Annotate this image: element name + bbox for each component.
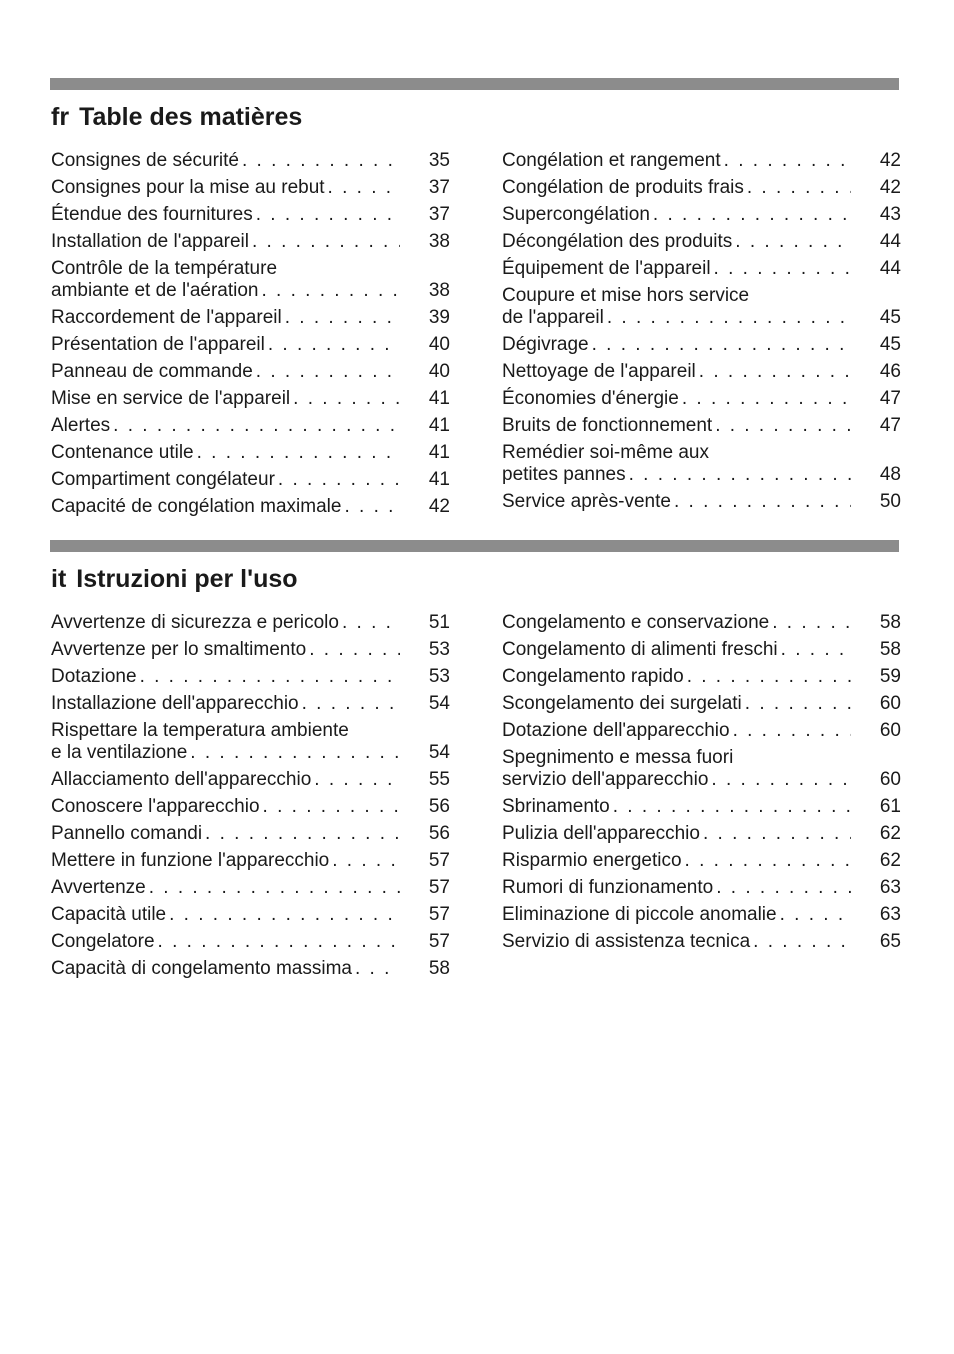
toc-entry[interactable] [51,177,450,199]
toc-entry[interactable] [502,491,901,513]
toc-entry-title: Pulizia dell'apparecchio [502,823,700,844]
page-number: 60 [879,769,901,790]
toc-entry-title: Congelamento e conservazione [502,612,770,633]
toc-entry-row [502,612,901,634]
dot-leader [205,823,400,845]
toc-entry-row [51,334,450,356]
page-number: 60 [879,693,901,714]
toc-entry[interactable] [502,285,901,329]
toc-entry-row [502,361,901,383]
toc-entry-row [502,877,901,899]
toc-entry-row [502,693,901,715]
dot-leader [285,307,400,329]
toc-entry-title: Sbrinamento [502,796,610,817]
dot-leader [735,231,851,253]
page-number: 37 [428,204,450,225]
toc-entry-row [502,307,901,329]
language-code: it [51,565,67,593]
toc-entry-row [51,280,450,302]
dot-leader [149,877,400,899]
toc-entry[interactable] [502,361,901,383]
toc-column-right [502,612,901,958]
toc-entry-title: Raccordement de l'appareil [51,307,282,328]
toc-entry-row [51,666,450,688]
toc-entry-row [502,666,901,688]
toc-entry-row [51,388,450,410]
toc-entry[interactable] [502,720,901,742]
toc-entry[interactable] [51,361,450,383]
toc-entry-row [502,639,901,661]
toc-entry[interactable] [502,877,901,899]
page-number: 51 [428,612,450,633]
page-number: 37 [428,177,450,198]
toc-entry-row [51,639,450,661]
toc-entry[interactable] [51,307,450,329]
page-number: 48 [879,464,901,485]
toc-column-right [502,150,901,518]
page-number: 43 [879,204,901,225]
dot-leader [699,361,851,383]
page-number: 38 [428,231,450,252]
section-divider-bar [50,540,899,552]
page-number: 44 [879,258,901,279]
dot-leader [780,904,851,926]
toc-entry[interactable] [51,388,450,410]
toc-entry-row [51,415,450,437]
toc-entry-row [502,931,901,953]
toc-entry-title: Contenance utile [51,442,194,463]
toc-entry[interactable] [502,639,901,661]
toc-entry[interactable] [51,150,450,172]
dot-leader [715,415,851,437]
toc-entry-row [51,958,450,980]
toc-entry-row [502,415,901,437]
page-number: 63 [879,904,901,925]
toc-entry-row [51,931,450,953]
dot-leader [256,361,400,383]
toc-entry-title: Servizio di assistenza tecnica [502,931,751,952]
toc-entry-row [51,796,450,818]
dot-leader [747,177,851,199]
page-number: 57 [428,904,450,925]
page-number: 38 [428,280,450,301]
toc-entry-row [51,612,450,634]
toc-entry[interactable] [51,904,450,926]
toc-entry-title: de l'appareil [502,307,604,328]
dot-leader [342,612,400,634]
toc-entry-title: Supercongélation [502,204,650,225]
page-number: 45 [879,307,901,328]
toc-entry[interactable] [51,958,450,980]
page-number: 42 [879,177,901,198]
dot-leader [711,769,851,791]
toc-entry-row [51,904,450,926]
dot-leader [278,469,400,491]
page-number: 59 [879,666,901,687]
dot-leader [781,639,851,661]
toc-entry[interactable] [51,850,450,872]
toc-entry-title: Risparmio energetico [502,850,682,871]
toc-entry-title: Pannello comandi [51,823,203,844]
page-number: 58 [879,612,901,633]
dot-leader [745,693,851,715]
dot-leader [242,150,400,172]
toc-entry-title: Compartiment congélateur [51,469,275,490]
page-number: 61 [879,796,901,817]
toc-entry-title: Congélation et rangement [502,150,721,171]
toc-entry[interactable] [51,258,450,302]
page-number: 60 [879,720,901,741]
toc-entry-row [502,231,901,253]
toc-entry-title: Service après-vente [502,491,671,512]
toc-entry[interactable] [502,823,901,845]
toc-entry-row [51,496,450,518]
toc-entry[interactable] [51,931,450,953]
toc-entry-row [51,877,450,899]
dot-leader [263,796,400,818]
page-number: 62 [879,823,901,844]
dot-leader [293,388,400,410]
dot-leader [302,693,400,715]
toc-entry-row [502,904,901,926]
dot-leader [113,415,400,437]
toc-entry-title: Rumori di funzionamento [502,877,714,898]
toc-entry[interactable] [51,469,450,491]
toc-entry[interactable] [502,666,901,688]
dot-leader [607,307,851,329]
toc-entry[interactable] [51,693,450,715]
page-number: 41 [428,388,450,409]
section-title-text: Istruzioni per l'uso [76,565,298,593]
toc-entry[interactable] [51,796,450,818]
toc-entry[interactable] [502,904,901,926]
toc-entry[interactable] [51,720,450,764]
toc-entry-row [51,742,450,764]
toc-entry-title: Alertes [51,415,111,436]
toc-entry[interactable] [51,231,450,253]
dot-leader [355,958,400,980]
toc-entry-row [502,823,901,845]
toc-entry-title: Équipement de l'appareil [502,258,711,279]
dot-leader [344,496,400,518]
toc-entry-row [51,177,450,199]
dot-leader [682,388,851,410]
toc-entry-row [51,150,450,172]
page-number: 45 [879,334,901,355]
page-number: 58 [428,958,450,979]
toc-entry-title: Consignes pour la mise au rebut [51,177,325,198]
toc-entry-title: Scongelamento dei surgelati [502,693,742,714]
toc-entry[interactable] [502,442,901,486]
dot-leader [653,204,851,226]
toc-entry[interactable] [51,415,450,437]
toc-entry-title: Décongélation des produits [502,231,733,252]
toc-column-left [51,612,450,985]
page-number: 57 [428,931,450,952]
section-title [51,102,302,132]
toc-entry-title: ambiante et de l'aération [51,280,259,301]
toc-entry-title: Allacciamento dell'apparecchio [51,769,312,790]
page-number: 57 [428,877,450,898]
toc-entry-title: Dégivrage [502,334,589,355]
toc-entry-title: Économies d'énergie [502,388,679,409]
toc-entry[interactable] [502,693,901,715]
toc-entry-title-line1: Coupure et mise hors service [502,285,750,306]
page-number: 44 [879,231,901,252]
toc-entry[interactable] [502,258,901,280]
toc-entry-title-line1: Contrôle de la température [51,258,278,279]
toc-entry[interactable] [51,877,450,899]
toc-entry[interactable] [502,931,901,953]
toc-entry[interactable] [502,204,901,226]
toc-entry-title: Capacité de congélation maximale [51,496,342,517]
toc-entry-row [502,769,901,791]
toc-entry[interactable] [51,823,450,845]
dot-leader [687,666,851,688]
section-title-text: Table des matières [79,103,303,131]
toc-entry[interactable] [51,639,450,661]
page-number: 55 [428,769,450,790]
toc-entry-row [502,850,901,872]
toc-entry-row [502,796,901,818]
dot-leader [190,742,400,764]
toc-entry[interactable] [502,150,901,172]
page-number: 58 [879,639,901,660]
toc-entry-row [502,177,901,199]
page-number: 47 [879,415,901,436]
toc-entry-row [51,469,450,491]
toc-entry[interactable] [502,177,901,199]
section-divider-bar [50,78,899,90]
dot-leader [332,850,400,872]
page-number: 65 [879,931,901,952]
dot-leader [703,823,851,845]
toc-entry-title: Panneau de commande [51,361,253,382]
toc-entry-title: Présentation de l'appareil [51,334,265,355]
dot-leader [140,666,400,688]
page-number: 47 [879,388,901,409]
dot-leader [724,150,851,172]
page-number: 56 [428,823,450,844]
page-number: 40 [428,361,450,382]
toc-entry[interactable] [51,334,450,356]
toc-entry-row [502,150,901,172]
toc-entry[interactable] [502,747,901,791]
toc-entry[interactable] [502,415,901,437]
page-number: 50 [879,491,901,512]
toc-entry-row [51,231,450,253]
toc-entry-title: Nettoyage de l'appareil [502,361,696,382]
page-number: 35 [428,150,450,171]
toc-entry-row [51,823,450,845]
page-number: 62 [879,850,901,871]
section-title [51,564,298,594]
dot-leader [674,491,851,513]
toc-entry-title: Capacità utile [51,904,167,925]
dot-leader [158,931,400,953]
page-number: 57 [428,850,450,871]
toc-entry-title: Mise en service de l'appareil [51,388,291,409]
dot-leader [753,931,851,953]
page-number: 53 [428,639,450,660]
toc-entry-title-line1: Rispettare la temperatura ambiente [51,720,349,741]
page-number: 39 [428,307,450,328]
page-number: 41 [428,469,450,490]
page-number: 41 [428,415,450,436]
toc-entry-row [51,307,450,329]
toc-entry-row [502,258,901,280]
toc-entry-title: Conoscere l'apparecchio [51,796,260,817]
toc-entry[interactable] [51,769,450,791]
toc-entry[interactable] [51,612,450,634]
toc-entry-title: Bruits de fonctionnement [502,415,713,436]
page-number: 54 [428,693,450,714]
toc-entry-title: Avvertenze [51,877,146,898]
toc-entry-row [51,361,450,383]
language-code: fr [51,103,70,131]
page-number: 41 [428,442,450,463]
dot-leader [268,334,400,356]
toc-entry-title: Capacità di congelamento massima [51,958,352,979]
toc-entry-row [51,769,450,791]
dot-leader [197,442,400,464]
dot-leader [314,769,400,791]
page-number: 63 [879,877,901,898]
toc-entry-title: Eliminazione di piccole anomalie [502,904,777,925]
page-number: 42 [428,496,450,517]
toc-entry-title-line1: Remédier soi-même aux [502,442,709,463]
toc-entry-row [502,204,901,226]
toc-entry-title: Dotazione dell'apparecchio [502,720,730,741]
dot-leader [613,796,851,818]
toc-entry[interactable] [502,850,901,872]
toc-entry-title: Installazione dell'apparecchio [51,693,299,714]
toc-entry-row [51,204,450,226]
dot-leader [772,612,851,634]
page-number: 42 [879,150,901,171]
page-number: 54 [428,742,450,763]
toc-entry-row [51,693,450,715]
toc-entry-title: Congelatore [51,931,155,952]
toc-entry-title: servizio dell'apparecchio [502,769,709,790]
toc-entry[interactable] [51,442,450,464]
toc-entry[interactable] [51,496,450,518]
dot-leader [733,720,851,742]
toc-entry-title: Congelamento rapido [502,666,684,687]
toc-entry-row [502,388,901,410]
toc-entry-row [502,720,901,742]
dot-leader [309,639,400,661]
toc-entry-row [502,491,901,513]
page-number: 46 [879,361,901,382]
toc-entry-title: Consignes de sécurité [51,150,239,171]
page-number: 40 [428,334,450,355]
toc-entry-title: Mettere in funzione l'apparecchio [51,850,330,871]
toc-column-left [51,150,450,523]
toc-entry-title: Congelamento di alimenti freschi [502,639,778,660]
dot-leader [685,850,851,872]
dot-leader [169,904,400,926]
dot-leader [592,334,851,356]
toc-entry[interactable] [502,612,901,634]
dot-leader [716,877,851,899]
toc-entry[interactable] [502,334,901,356]
dot-leader [252,231,400,253]
toc-entry-title: Avvertenze per lo smaltimento [51,639,307,660]
page-number: 56 [428,796,450,817]
toc-entry-title: Dotazione [51,666,137,687]
toc-entry-row [51,442,450,464]
toc-entry-row [502,334,901,356]
toc-entry-row [51,850,450,872]
toc-entry-title: Avvertenze di sicurezza e pericolo [51,612,339,633]
dot-leader [714,258,851,280]
toc-entry[interactable] [502,796,901,818]
dot-leader [629,464,851,486]
toc-entry-title: Étendue des fournitures [51,204,253,225]
dot-leader [256,204,400,226]
dot-leader [328,177,400,199]
toc-entry[interactable] [502,231,901,253]
toc-entry[interactable] [51,204,450,226]
toc-entry[interactable] [51,666,450,688]
toc-entry[interactable] [502,388,901,410]
toc-entry-title: Installation de l'appareil [51,231,249,252]
toc-entry-title: Congélation de produits frais [502,177,744,198]
toc-entry-title-line1: Spegnimento e messa fuori [502,747,734,768]
dot-leader [262,280,401,302]
toc-entry-title: e la ventilazione [51,742,188,763]
toc-entry-row [502,464,901,486]
toc-entry-title: petites pannes [502,464,626,485]
page-number: 53 [428,666,450,687]
